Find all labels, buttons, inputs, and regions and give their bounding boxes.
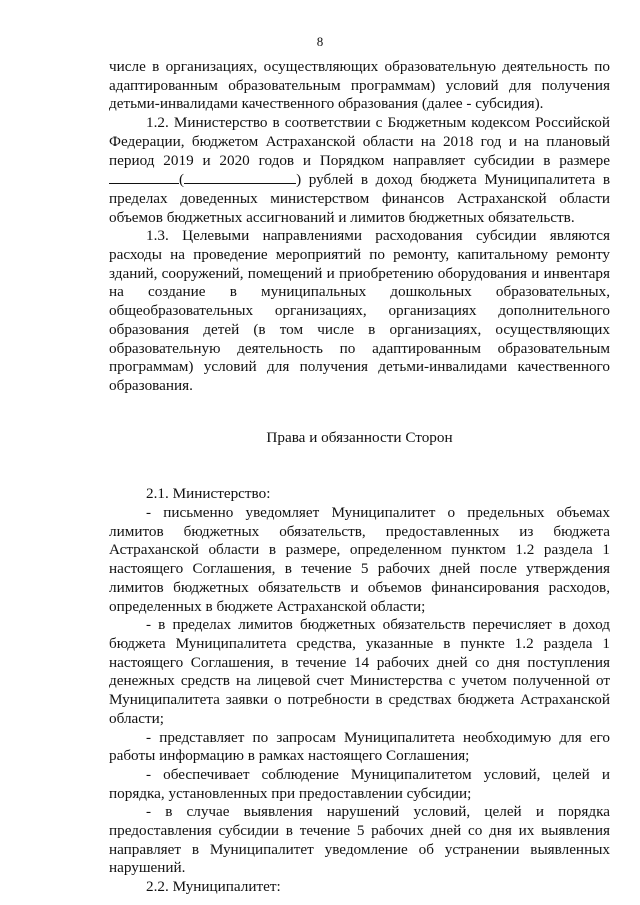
section-2-2-title: 2.2. Муниципалитет: <box>146 878 281 896</box>
document-body <box>109 58 610 897</box>
paragraph-1-2-text-c: ) рублей в доход бюджета Муниципалитета в пределах доведенных министерством финансов Астраханской области объемов бюджетных ассигнований и лимитов бюджетных обязательств. <box>109 171 610 226</box>
ministry-duty-2: - в пределах лимитов бюджетных обязательств перечисляет в доход бюджета Муниципалитета средства, указанные в пункте 1.2 раздела 1 настоящего Соглашения, в течение 14 рабочих дней со дня поступления денежных средств на лицевой счет Министерства с учетом полученной от Муниципалитета заявки о потребности в средствах бюджета Астраханской области; <box>109 616 610 727</box>
paragraph-1-2 <box>109 114 610 227</box>
page-number: 8 <box>316 34 324 49</box>
ministry-duty-3: - представляет по запросам Муниципалитета необходимую для его работы информацию в рамках настоящего Соглашения; <box>109 728 610 765</box>
paragraph-continuation: числе в организациях, осуществляющих образовательную деятельность по адаптированным образовательным программам) условий для получения детьми-инвалидами качественного образования (далее - субсидия). <box>109 58 610 113</box>
paragraph-1-3: 1.3. Целевыми направлениями расходования субсидии являются расходы на проведение мероприятий по ремонту, капитальному ремонту зданий, сооружений, помещений и приобретению оборудования и инвентаря на создание в муниципальных дошкольных образовательных, общеобразовательных организациях, организациях дополнительного образования детей (в том числе в организациях, осуществляющих образовательную деятельность по адаптированным образовательным программам) условий для получения детьми-инвалидами качественного образования. <box>109 227 610 394</box>
ministry-duty-1: - письменно уведомляет Муниципалитет о предельных объемах лимитов бюджетных обязательств, предоставленных из бюджета Астраханской области в размере, определенном пунктом 1.2 раздела 1 настоящего Соглашения, в течение 5 рабочих дней после утверждения лимитов бюджетных обязательств и объемов финансирования расходов, определенных в бюджете Астраханской области; <box>109 504 610 615</box>
section-2-1-title: 2.1. Министерство: <box>146 485 271 503</box>
amount-blank <box>109 170 179 184</box>
section-heading: Права и обязанности Сторон <box>266 428 453 446</box>
paragraph-1-2-text-a: 1.2. Министерство в соответствии с Бюджетным кодексом Российской Федерации, бюджетом Астраханской области на 2018 год и на плановый период 2019 и 2020 годов и Порядком направляет субсидии в размере <box>109 114 610 169</box>
paragraph-1-2-text-b: ( <box>179 171 185 189</box>
amount-words-blank <box>184 170 296 184</box>
ministry-duty-4: - обеспечивает соблюдение Муниципалитетом условий, целей и порядка, установленных при предоставлении субсидии; <box>109 765 610 802</box>
ministry-duty-5: - в случае выявления нарушений условий, целей и порядка предоставления субсидии в течение 5 рабочих дней со дня их выявления направляет в Муниципалитет уведомление об устранении выявленных нарушений. <box>109 803 610 877</box>
